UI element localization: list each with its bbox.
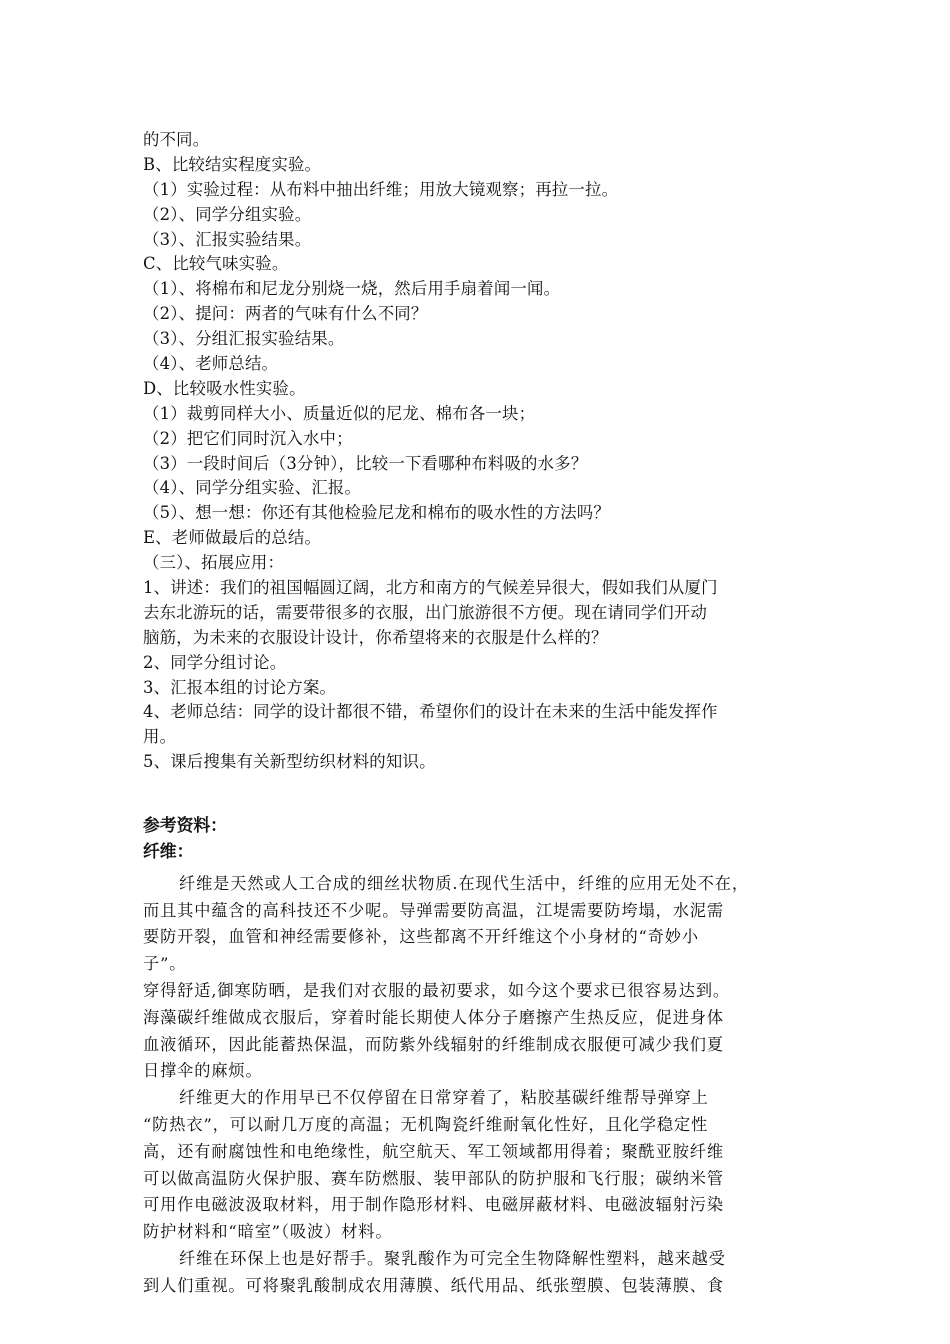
text-line: （3）一段时间后（3分钟），比较一下看哪种布料吸的水多？ [143, 453, 588, 473]
text-line: 纤维在环保上也是好帮手。聚乳酸作为可完全生物降解性塑料，越来越受 [179, 1248, 726, 1268]
reference-heading: 参考资料： [143, 815, 227, 835]
text-line: 4、老师总结：同学的设计都很不错，希望你们的设计在未来的生活中能发挥作 [143, 702, 718, 722]
text-line: 防护材料和“暗室”（吸波）材料。 [143, 1222, 393, 1242]
text-line: 到人们重视。可将聚乳酸制成农用薄膜、纸代用品、纸张塑膜、包装薄膜、食 [143, 1275, 724, 1295]
text-line: （1）、将棉布和尼龙分别烧一烧，然后用手扇着闻一闻。 [143, 279, 561, 299]
text-line: 5、课后搜集有关新型纺织材料的知识。 [143, 752, 436, 772]
text-line: E、老师做最后的总结。 [143, 528, 322, 548]
text-line: （4）、同学分组实验、汇报。 [143, 478, 362, 498]
text-line: 纤维是天然或人工合成的细丝状物质.在现代生活中，纤维的应用无处不在， [179, 873, 749, 893]
text-line: 可用作电磁波汲取材料，用于制作隐形材料、电磁屏蔽材料、电磁波辐射污染 [143, 1195, 724, 1215]
lesson-steps [143, 128, 811, 775]
text-line: 日撑伞的麻烦。 [143, 1061, 263, 1081]
text-line: 可以做高温防火保护服、赛车防燃服、装甲部队的防护服和飞行服；碳纳米管 [143, 1168, 724, 1188]
text-line: 的不同。 [143, 130, 210, 149]
text-line: 血液循环，因此能蓄热保温，而防紫外线辐射的纤维制成衣服便可减少我们夏 [143, 1034, 724, 1054]
text-line: 去东北游玩的话，需要带很多的衣服，出门旅游很不方便。现在请同学们开动 [143, 602, 708, 622]
text-line: 脑筋，为未来的衣服设计设计，你希望将来的衣服是什么样的？ [143, 627, 608, 647]
text-line: （3）、汇报实验结果。 [143, 229, 312, 249]
text-line: （2）、同学分组实验。 [143, 204, 312, 224]
text-line: 海藻碳纤维做成衣服后，穿着时能长期使人体分子磨擦产生热反应，促进身体 [143, 1007, 724, 1027]
text-line: 用。 [143, 727, 177, 747]
text-line: 3、汇报本组的讨论方案。 [143, 677, 337, 697]
text-line: （1）裁剪同样大小、质量近似的尼龙、棉布各一块； [143, 403, 536, 423]
text-line: （2）把它们同时沉入水中； [143, 428, 353, 448]
text-line: 穿得舒适,御寒防晒，是我们对衣服的最初要求，如今这个要求已很容易达到。 [143, 980, 731, 1000]
text-line: 纤维更大的作用早已不仅停留在日常穿着了，粘胶基碳纤维帮导弹穿上 [179, 1088, 709, 1108]
text-line: 子”。 [143, 954, 187, 974]
text-line: （3）、分组汇报实验结果。 [143, 329, 345, 349]
text-line: （5）、想一想：你还有其他检验尼龙和棉布的吸水性的方法吗？ [143, 503, 610, 523]
paragraph-4 [143, 1246, 811, 1300]
reference-headings [143, 812, 811, 838]
text-line: （2）、提问：两者的气味有什么不同？ [143, 304, 428, 324]
text-line: （三）、拓展应用： [143, 553, 285, 573]
text-line: 而且其中蕴含的高科技还不少呢。导弹需要防高温，江堤需要防垮塌，水泥需 [143, 900, 724, 920]
text-line: “防热衣”，可以耐几万度的高温；无机陶瓷纤维耐氧化性好，且化学稳定性 [143, 1114, 709, 1134]
paragraph-1 [143, 871, 811, 978]
text-line: 要防开裂，血管和神经需要修补，这些都离不开纤维这个小身材的“奇妙小 [143, 927, 699, 947]
text-line: 2、同学分组讨论。 [143, 652, 287, 672]
text-line: （1）实验过程：从布料中抽出纤维；用放大镜观察；再拉一拉。 [143, 179, 619, 199]
text-line: 1、讲述：我们的祖国幅圆辽阔，北方和南方的气候差异很大，假如我们从厦门 [143, 578, 718, 598]
text-line: （4）、老师总结。 [143, 354, 279, 374]
fiber-heading: 纤维： [143, 841, 194, 861]
text-line: 高，还有耐腐蚀性和电绝缘性，航空航天、军工领域都用得着；聚酰亚胺纤维 [143, 1141, 724, 1161]
fiber-article [143, 838, 811, 1300]
paragraph-3 [143, 1085, 811, 1246]
text-line: C、比较气味实验。 [143, 254, 289, 274]
text-line: B、比较结实程度实验。 [143, 154, 322, 174]
paragraph-2 [143, 978, 811, 1085]
text-line: D、比较吸水性实验。 [143, 378, 306, 398]
